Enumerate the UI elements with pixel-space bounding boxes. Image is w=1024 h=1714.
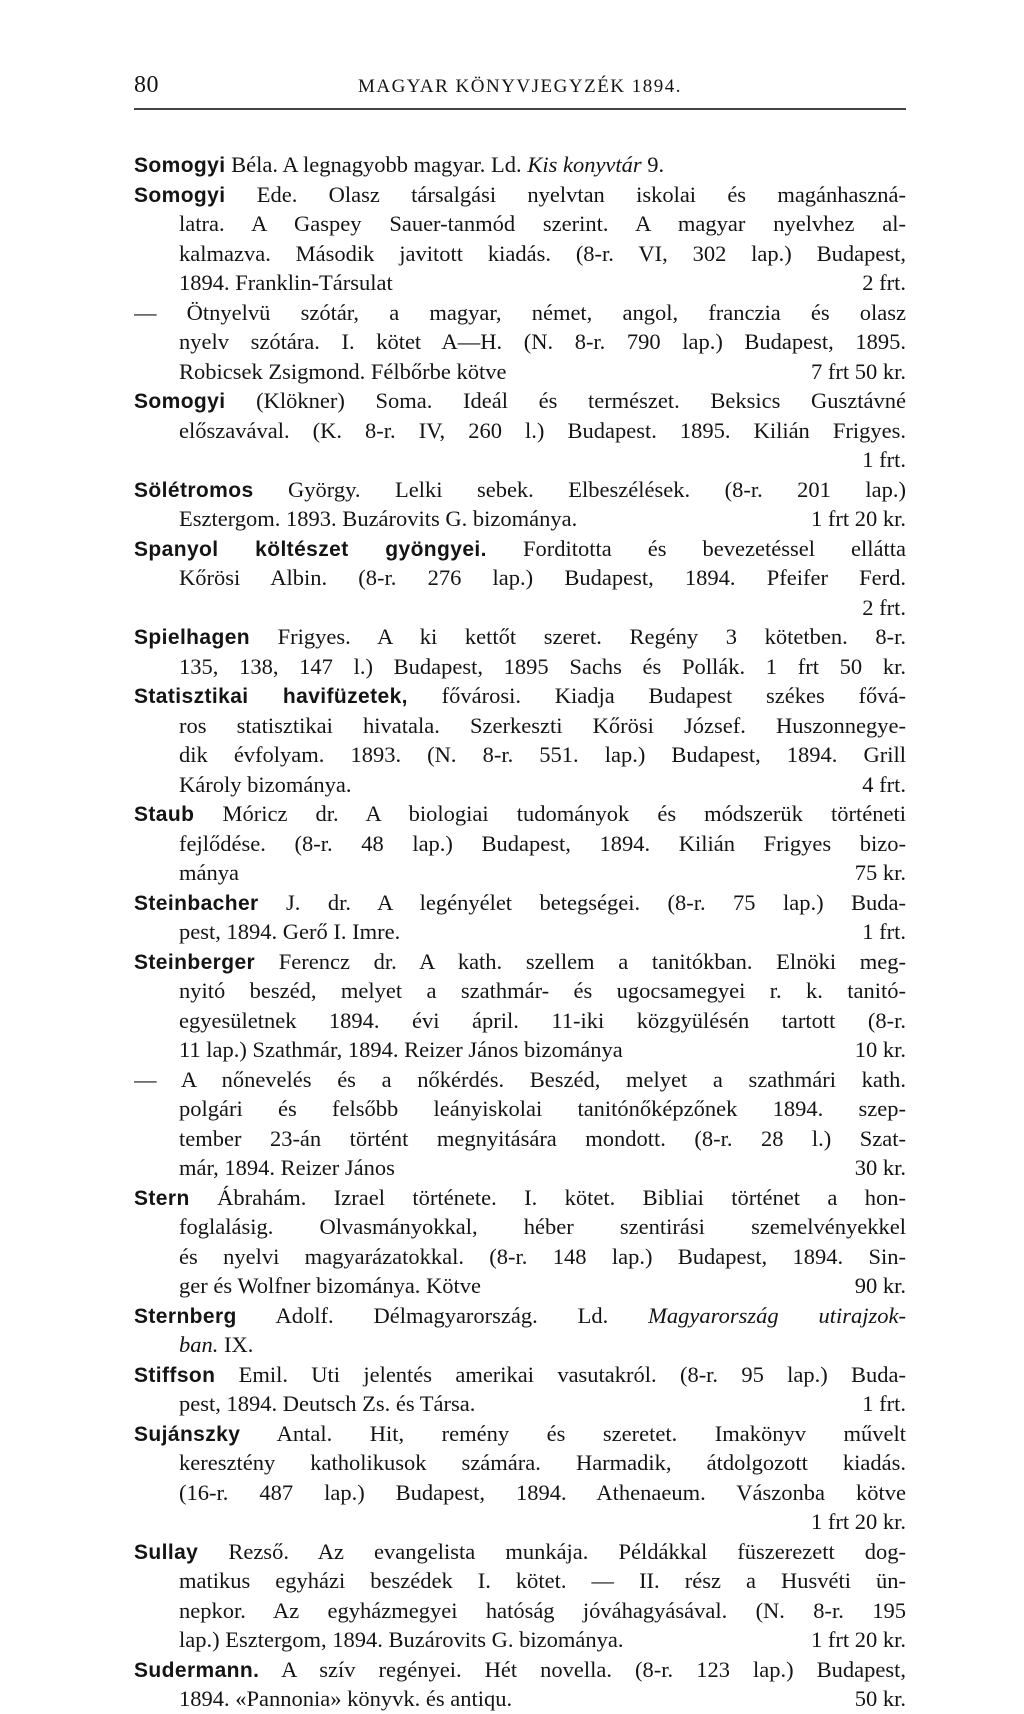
- entry-body: nyitó beszéd, melyet a szathmár- és ugocsamegyei r. k. tanitó-: [179, 978, 906, 1003]
- entry-price: 75 kr.: [854, 860, 906, 885]
- entry-line: [134, 1448, 906, 1478]
- entry-body: foglalásig. Olvasmányokkal, héber szentirási szemelvényekkel: [179, 1214, 906, 1239]
- entry-text: [134, 1183, 906, 1213]
- entry-body: keresztény katholikusok számára. Harmadik, átdolgozott kiadás.: [179, 1450, 906, 1475]
- entry-text: [179, 239, 906, 269]
- entry-body: egyesületnek 1894. évi ápril. 11-iki közgyülésén tartott (8-r.: [179, 1007, 906, 1033]
- entry-line: [134, 504, 906, 534]
- entry-body: A szív regényei. Hét novella. (8-r. 123 lap.) Budapest,: [281, 1656, 906, 1682]
- entry-text: [179, 209, 906, 239]
- entry-text: [179, 1478, 906, 1508]
- entry-price: 4 frt.: [862, 771, 906, 797]
- entry-text: [134, 888, 906, 918]
- entry-text: [179, 1124, 906, 1154]
- entry-body: lap.) Esztergom, 1894. Buzárovits G. bizománya.: [179, 1627, 624, 1652]
- entry-line: [134, 711, 906, 741]
- entry-body: Móricz dr. A biologiai tudományok és módszerük történeti: [222, 801, 906, 826]
- entry-text: [134, 799, 906, 829]
- entry-line: [134, 239, 906, 269]
- entry-line: [134, 298, 906, 328]
- entry-body: Rezső. Az evangelista munkája. Példákkal füszerezett dog-: [228, 1538, 906, 1564]
- entry-body: — Ötnyelvü szótár, a magyar, német, angol, franczia és olasz: [134, 299, 906, 325]
- entry-author: Sujánszky: [134, 1422, 241, 1446]
- entry-italic-title: Magyarország utirajzok-: [648, 1302, 906, 1328]
- entry-line: [134, 268, 906, 298]
- running-title: MAGYAR KÖNYVJEGYZÉK 1894.: [357, 76, 683, 97]
- entry-body: 11 lap.) Szathmár, 1894. Reizer János bizománya: [179, 1037, 623, 1062]
- entry-text: [179, 917, 906, 947]
- entry-line: [134, 327, 906, 357]
- entry-line: [134, 1212, 906, 1242]
- entry-price: 30 kr.: [854, 1155, 906, 1180]
- entry-body: Frigyes. A ki kettőt szeret. Regény 3 kötetben. 8-r.: [277, 624, 906, 649]
- entry-body: Kőrösi Albin. (8-r. 276 lap.) Budapest, 1894. Pfeifer Ferd.: [179, 565, 906, 590]
- entry-body: (16-r. 487 lap.) Budapest, 1894. Athenaeum. Vászonba kötve: [179, 1479, 906, 1505]
- entry-price: 1 frt.: [862, 1391, 906, 1416]
- entry-price: 1 frt 20 kr.: [811, 1509, 906, 1534]
- entry-body: dik évfolyam. 1893. (N. 8-r. 551. lap.) Budapest, 1894. Grill: [179, 742, 906, 767]
- entry-author: Sölétromos: [134, 478, 254, 502]
- entry-body: Antal. Hit, remény és szeretet. Imakönyv művelt: [276, 1420, 906, 1446]
- entry-text: [179, 1153, 906, 1183]
- entry-line: [134, 858, 906, 888]
- entry-line: [134, 1094, 906, 1124]
- entry-line: [134, 386, 906, 416]
- entry-line: [134, 1065, 906, 1095]
- entry-body: Esztergom. 1893. Buzárovits G. bizománya.: [179, 506, 578, 531]
- entry-author: Stern: [134, 1186, 190, 1210]
- entry-body: J. dr. A legényélet betegségei. (8-r. 75 lap.) Buda-: [286, 889, 906, 915]
- entry-author: Spanyol költészet gyöngyei.: [134, 537, 487, 561]
- entry-body: Ferencz dr. A kath. szellem a tanitókban. Elnöki meg-: [278, 948, 906, 974]
- entry-text: [179, 1094, 906, 1124]
- entry-author: Stiffson: [134, 1363, 216, 1387]
- entry-body: — A nőnevelés és a nőkérdés. Beszéd, melyet a szathmári kath.: [134, 1066, 906, 1092]
- entry-body: Adolf. Délmagyarország. Ld.: [275, 1302, 649, 1328]
- entry-line: [134, 1478, 906, 1508]
- entry-line: [134, 1006, 906, 1036]
- entry-body: matikus egyházi beszédek I. kötet. — II. rész a Husvéti ün-: [179, 1568, 906, 1593]
- entry-line: [134, 357, 906, 387]
- entry-body: nepkor. Az egyházmegyei hatóság jóváhagyásával. (N. 8-r. 195: [179, 1597, 906, 1623]
- entry-line: [134, 681, 906, 711]
- entry-body: György. Lelki sebek. Elbeszélések. (8-r. 201 lap.): [288, 476, 906, 502]
- entry-author: Sternberg: [134, 1304, 237, 1328]
- entry-body: 1894. Franklin-Társulat: [179, 270, 393, 295]
- entry-author: Steinbacher: [134, 891, 259, 915]
- entry-line: [134, 1153, 906, 1183]
- entry-text: [179, 1035, 906, 1065]
- entry-text: [134, 681, 906, 711]
- entry-author: Statisztikai havifüzetek,: [134, 685, 408, 708]
- entry-text: [134, 1301, 906, 1331]
- entry-text: [134, 1360, 906, 1390]
- entry-line: [134, 445, 906, 475]
- entry-line: [134, 180, 906, 210]
- entry-author: Staub: [134, 803, 195, 826]
- entry-line: [134, 917, 906, 947]
- entry-line: [134, 770, 906, 800]
- entry-line: [134, 976, 906, 1006]
- entry-text: [179, 563, 906, 593]
- entry-text: [179, 1389, 906, 1419]
- entry-price: 50 kr.: [854, 1686, 906, 1711]
- entry-body: Béla. A legnagyobb magyar. Ld.: [231, 152, 528, 177]
- entry-text: [179, 976, 906, 1006]
- entry-line: [134, 1537, 906, 1567]
- entry-body: 1894. «Pannonia» könyvk. és antiqu.: [179, 1686, 513, 1711]
- entry-line: [134, 1360, 906, 1390]
- entry-price: 2 frt.: [862, 594, 906, 620]
- entry-text: [134, 386, 906, 416]
- entry-text: [179, 416, 906, 446]
- entry-price: 90 kr.: [854, 1273, 906, 1298]
- entry-author: Sullay: [134, 1540, 199, 1564]
- entry-line: [134, 1301, 906, 1331]
- entry-text: [179, 327, 906, 357]
- entry-text: [134, 180, 906, 210]
- entry-line: [134, 593, 906, 623]
- entry-line: [134, 1507, 906, 1537]
- entry-text: [134, 622, 906, 652]
- entry-body: pest, 1894. Deutsch Zs. és Társa.: [179, 1391, 476, 1416]
- entry-text: [134, 475, 906, 505]
- entry-text: [134, 298, 906, 328]
- entry-line: [134, 829, 906, 859]
- entry-text: [179, 711, 906, 741]
- entry-text: [179, 1212, 906, 1242]
- entry-body: Ede. Olasz társalgási nyelvtan iskolai és magánhaszná-: [256, 181, 906, 207]
- page-number: 80: [134, 72, 159, 98]
- entry-body: 135, 138, 147 l.) Budapest, 1895 Sachs és Pollák. 1 frt 50 kr.: [179, 653, 906, 679]
- entry-text: [134, 534, 906, 564]
- entry-price: 7 frt 50 kr.: [811, 358, 906, 384]
- entry-text: [179, 1566, 906, 1596]
- entry-price: 1 frt.: [862, 447, 906, 472]
- entry-text: [134, 1655, 906, 1685]
- entry-body: Emil. Uti jelentés amerikai vasutakról. (8-r. 95 lap.) Buda-: [238, 1361, 906, 1387]
- entry-line: [134, 1242, 906, 1272]
- entry-body: fejlődése. (8-r. 48 lap.) Budapest, 1894. Kilián Frigyes bizo-: [179, 830, 906, 856]
- entry-author: Somogyi: [134, 183, 226, 207]
- entry-price: 1 frt.: [862, 919, 906, 944]
- entry-price: 1 frt 20 kr.: [811, 1627, 906, 1652]
- entry-line: [134, 799, 906, 829]
- entry-italic-title: ban.: [179, 1332, 219, 1357]
- entry-line: [134, 1419, 906, 1449]
- entry-text: [179, 1625, 906, 1655]
- entry-line: [134, 1124, 906, 1154]
- entry-text: [179, 740, 906, 770]
- entry-line: [134, 150, 906, 180]
- entry-line: [134, 947, 906, 977]
- entry-line: [134, 740, 906, 770]
- entry-line: [134, 1625, 906, 1655]
- entry-line: [134, 534, 906, 564]
- entry-author: Somogyi: [134, 390, 226, 413]
- entry-body: latra. A Gaspey Sauer-tanmód szerint. A magyar nyelvhez al-: [179, 211, 906, 236]
- page-header: [134, 72, 906, 108]
- entry-text: [134, 1065, 906, 1095]
- entry-body: pest, 1894. Gerő I. Imre.: [179, 919, 401, 944]
- entry-body: polgári és felsőbb leányiskolai tanitónőképzőnek 1894. szep-: [179, 1096, 906, 1121]
- entry-text: [179, 1006, 906, 1036]
- entry-text: [179, 1242, 906, 1272]
- entry-body: Robicsek Zsigmond. Félbőrbe kötve: [179, 358, 507, 384]
- header-rule: [134, 108, 906, 110]
- entry-text: [134, 150, 906, 180]
- entry-price: 2 frt.: [862, 270, 906, 295]
- entry-author: Sudermann.: [134, 1658, 260, 1682]
- entry-body: mánya: [179, 860, 239, 885]
- entry-body: fővárosi. Kiadja Budapest székes fővá-: [441, 683, 906, 708]
- entry-body: ger és Wolfner bizománya. Kötve: [179, 1273, 482, 1298]
- entry-text: [179, 1330, 906, 1360]
- entry-body-tail: IX.: [218, 1332, 254, 1357]
- entry-text: [179, 1271, 906, 1301]
- entry-line: [134, 416, 906, 446]
- entry-italic-title: Kis konyvtár: [527, 152, 642, 177]
- entry-body: (Klökner) Soma. Ideál és természet. Beksics Gusztávné: [256, 388, 906, 413]
- entry-text: [134, 1419, 906, 1449]
- entry-body: Ábrahám. Izrael története. I. kötet. Bibliai történet a hon-: [217, 1184, 906, 1210]
- entry-author: Steinberger: [134, 950, 256, 974]
- entry-line: [134, 1596, 906, 1626]
- entry-line: [134, 475, 906, 505]
- entry-body: és nyelvi magyarázatokkal. (8-r. 148 lap.) Budapest, 1894. Sin-: [179, 1243, 906, 1269]
- entry-body: Forditotta és bevezetéssel ellátta: [522, 535, 906, 561]
- entry-text: [179, 1596, 906, 1626]
- entry-text: [179, 829, 906, 859]
- entry-line: [134, 1271, 906, 1301]
- entry-text: [179, 770, 906, 800]
- entry-body: kalmazva. Második javitott kiadás. (8-r. VI, 302 lap.) Budapest,: [179, 240, 906, 266]
- entry-list: [134, 150, 906, 1714]
- entry-body: ros statisztikai hivatala. Szerkeszti Kőrösi József. Huszonnegye-: [179, 712, 906, 738]
- entry-author: Somogyi: [134, 154, 226, 177]
- entry-line: [134, 1566, 906, 1596]
- entry-line: [134, 622, 906, 652]
- entry-text: [179, 652, 906, 682]
- entry-text: [179, 357, 906, 387]
- entry-price: 1 frt 20 kr.: [811, 506, 906, 531]
- entry-author: Spielhagen: [134, 626, 251, 649]
- entry-text: [179, 1448, 906, 1478]
- entry-line: [134, 563, 906, 593]
- entry-text: [134, 947, 906, 977]
- entry-line: [134, 652, 906, 682]
- entry-line: [134, 1655, 906, 1685]
- entry-line: [134, 1330, 906, 1360]
- entry-line: [134, 209, 906, 239]
- entry-text: [179, 268, 906, 298]
- entry-body: Károly bizománya.: [179, 771, 352, 797]
- entry-body: tember 23-án történt megnyitására mondott. (8-r. 28 l.) Szat-: [179, 1125, 906, 1151]
- entry-text: [134, 1537, 906, 1567]
- entry-body-tail: 9.: [641, 152, 665, 177]
- entry-line: [134, 1389, 906, 1419]
- entry-line: [134, 1035, 906, 1065]
- entry-body: már, 1894. Reizer János: [179, 1155, 395, 1180]
- entry-body: nyelv szótára. I. kötet A—H. (N. 8-r. 790 lap.) Budapest, 1895.: [179, 329, 906, 354]
- entry-price: 10 kr.: [854, 1037, 906, 1062]
- entry-body: előszavával. (K. 8-r. IV, 260 l.) Budapest. 1895. Kilián Frigyes.: [179, 417, 906, 443]
- entry-line: [134, 1183, 906, 1213]
- entry-text: [179, 858, 906, 888]
- entry-text: [179, 504, 906, 534]
- entry-line: [134, 888, 906, 918]
